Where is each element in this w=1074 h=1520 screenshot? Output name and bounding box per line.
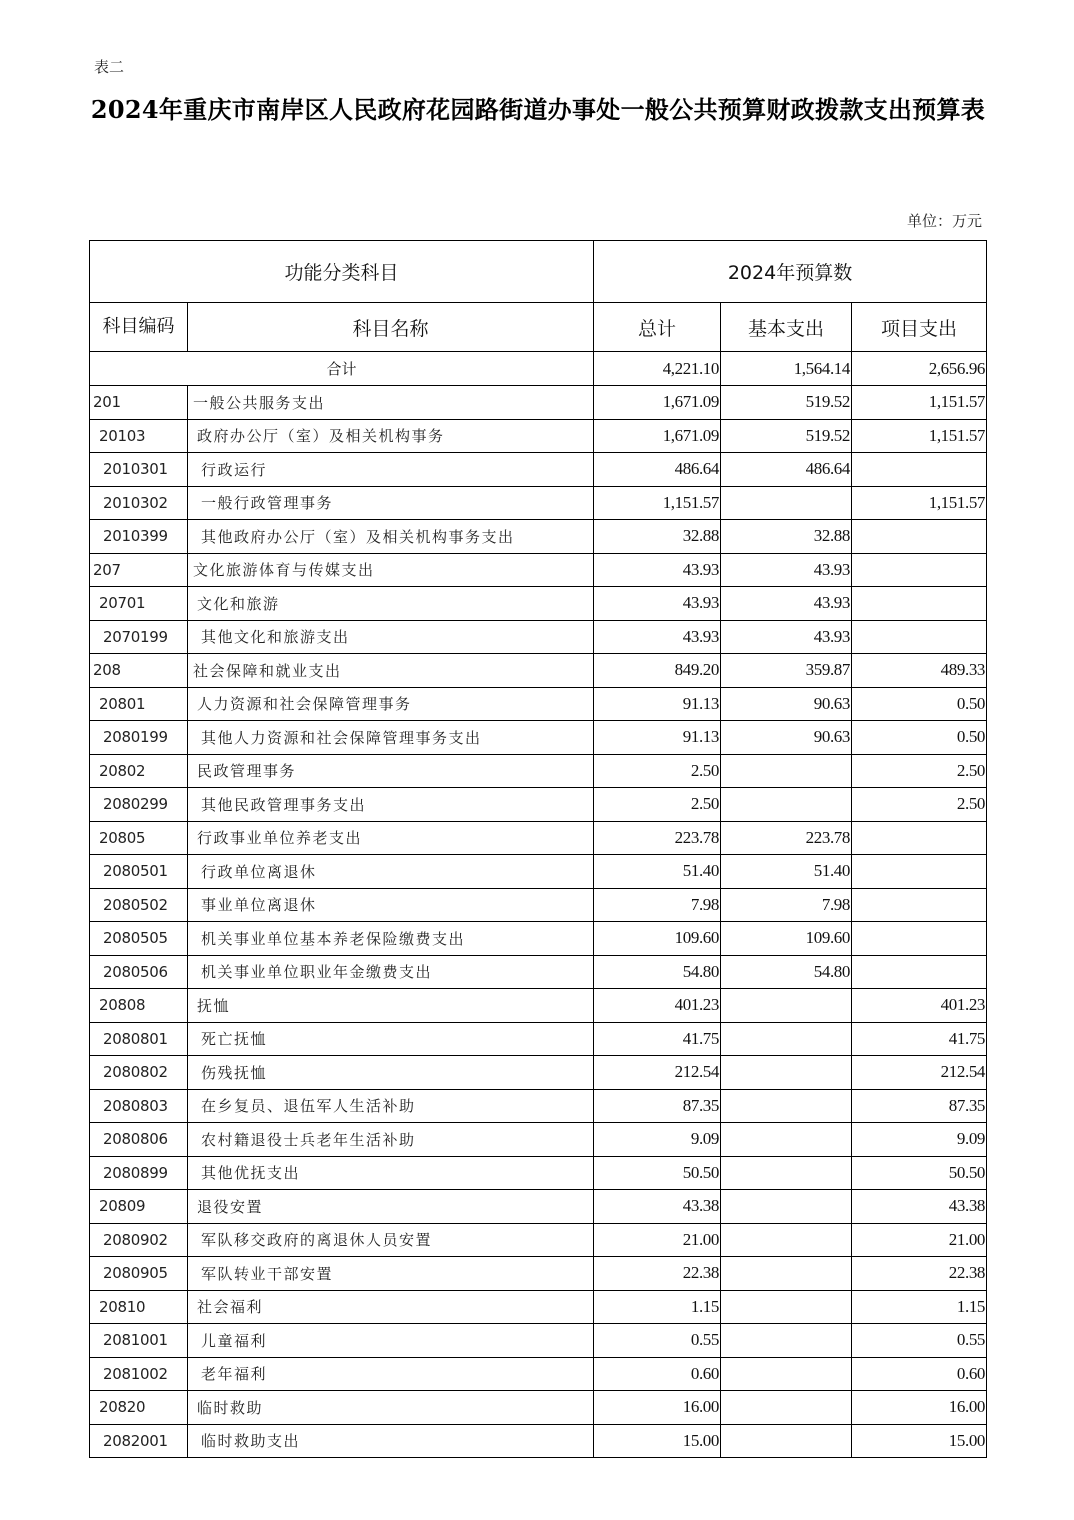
row-basic xyxy=(721,1357,852,1391)
row-total: 32.88 xyxy=(594,520,721,554)
row-name: 民政管理事务 xyxy=(188,754,594,788)
row-basic: 109.60 xyxy=(721,922,852,956)
row-project: 212.54 xyxy=(852,1056,987,1090)
table-row xyxy=(90,520,987,554)
row-project xyxy=(852,587,987,621)
row-name: 机关事业单位基本养老保险缴费支出 xyxy=(188,922,594,956)
row-name: 军队转业干部安置 xyxy=(188,1257,594,1291)
row-basic: 359.87 xyxy=(721,654,852,688)
row-total: 0.60 xyxy=(594,1357,721,1391)
row-basic xyxy=(721,754,852,788)
header-column-row xyxy=(90,303,987,352)
row-basic: 486.64 xyxy=(721,453,852,487)
row-name: 其他文化和旅游支出 xyxy=(188,620,594,654)
row-name: 临时救助 xyxy=(188,1391,594,1425)
row-code: 20802 xyxy=(90,754,188,788)
row-total: 7.98 xyxy=(594,888,721,922)
row-name: 行政运行 xyxy=(188,453,594,487)
row-project: 1,151.57 xyxy=(852,419,987,453)
row-project: 2.50 xyxy=(852,788,987,822)
row-project: 50.50 xyxy=(852,1156,987,1190)
row-total: 223.78 xyxy=(594,821,721,855)
row-basic xyxy=(721,1156,852,1190)
table-row xyxy=(90,1223,987,1257)
row-basic xyxy=(721,1257,852,1291)
row-name: 文化和旅游 xyxy=(188,587,594,621)
row-total: 2.50 xyxy=(594,788,721,822)
row-code: 2010301 xyxy=(90,453,188,487)
row-name: 社会保障和就业支出 xyxy=(188,654,594,688)
row-total: 43.93 xyxy=(594,553,721,587)
row-code: 2070199 xyxy=(90,620,188,654)
row-code: 2080199 xyxy=(90,721,188,755)
row-project xyxy=(852,922,987,956)
table-row xyxy=(90,654,987,688)
row-basic: 43.93 xyxy=(721,587,852,621)
table-row xyxy=(90,1089,987,1123)
header-total: 总计 xyxy=(594,303,721,352)
row-basic xyxy=(721,1391,852,1425)
total-basic: 1,564.14 xyxy=(721,352,852,386)
row-total: 91.13 xyxy=(594,687,721,721)
total-row xyxy=(90,352,987,386)
row-project xyxy=(852,855,987,889)
row-basic: 51.40 xyxy=(721,855,852,889)
row-code: 2081002 xyxy=(90,1357,188,1391)
row-total: 212.54 xyxy=(594,1056,721,1090)
table-row xyxy=(90,989,987,1023)
row-basic xyxy=(721,1223,852,1257)
row-code: 2082001 xyxy=(90,1424,188,1458)
sheet-label: 表二 xyxy=(94,58,125,76)
row-project: 401.23 xyxy=(852,989,987,1023)
total-project: 2,656.96 xyxy=(852,352,987,386)
row-total: 87.35 xyxy=(594,1089,721,1123)
row-name: 在乡复员、退伍军人生活补助 xyxy=(188,1089,594,1123)
row-name: 其他政府办公厅（室）及相关机构事务支出 xyxy=(188,520,594,554)
row-name: 事业单位离退休 xyxy=(188,888,594,922)
row-code: 2080501 xyxy=(90,855,188,889)
row-code: 2010302 xyxy=(90,486,188,520)
row-total: 486.64 xyxy=(594,453,721,487)
row-basic xyxy=(721,1022,852,1056)
table-row xyxy=(90,1123,987,1157)
table-row xyxy=(90,1190,987,1224)
table-row xyxy=(90,553,987,587)
row-basic: 32.88 xyxy=(721,520,852,554)
row-total: 43.93 xyxy=(594,587,721,621)
header-code: 科目编码 xyxy=(90,303,188,352)
row-total: 50.50 xyxy=(594,1156,721,1190)
row-project: 489.33 xyxy=(852,654,987,688)
row-project: 0.55 xyxy=(852,1324,987,1358)
table-row xyxy=(90,754,987,788)
header-functional-category: 功能分类科目 xyxy=(90,241,594,303)
row-project: 1,151.57 xyxy=(852,386,987,420)
row-code: 20103 xyxy=(90,419,188,453)
row-name: 一般行政管理事务 xyxy=(188,486,594,520)
row-code: 20805 xyxy=(90,821,188,855)
row-project: 0.60 xyxy=(852,1357,987,1391)
row-name: 人力资源和社会保障管理事务 xyxy=(188,687,594,721)
row-total: 849.20 xyxy=(594,654,721,688)
table-row xyxy=(90,721,987,755)
row-total: 109.60 xyxy=(594,922,721,956)
row-name: 文化旅游体育与传媒支出 xyxy=(188,553,594,587)
row-basic: 7.98 xyxy=(721,888,852,922)
row-total: 51.40 xyxy=(594,855,721,889)
row-name: 儿童福利 xyxy=(188,1324,594,1358)
row-code: 2080802 xyxy=(90,1056,188,1090)
table-row xyxy=(90,687,987,721)
row-basic xyxy=(721,1424,852,1458)
row-code: 2080806 xyxy=(90,1123,188,1157)
table-row xyxy=(90,386,987,420)
row-code: 201 xyxy=(90,386,188,420)
row-project: 9.09 xyxy=(852,1123,987,1157)
table-row xyxy=(90,1324,987,1358)
table-row xyxy=(90,888,987,922)
table-row xyxy=(90,1056,987,1090)
table-row xyxy=(90,587,987,621)
row-project: 87.35 xyxy=(852,1089,987,1123)
row-total: 15.00 xyxy=(594,1424,721,1458)
budget-table xyxy=(89,240,987,1458)
table-row xyxy=(90,788,987,822)
row-name: 行政单位离退休 xyxy=(188,855,594,889)
table-row xyxy=(90,922,987,956)
header-name: 科目名称 xyxy=(188,303,594,352)
row-project: 15.00 xyxy=(852,1424,987,1458)
row-code: 20808 xyxy=(90,989,188,1023)
row-code: 20801 xyxy=(90,687,188,721)
row-project: 21.00 xyxy=(852,1223,987,1257)
row-total: 22.38 xyxy=(594,1257,721,1291)
row-project: 16.00 xyxy=(852,1391,987,1425)
row-total: 1.15 xyxy=(594,1290,721,1324)
row-project xyxy=(852,620,987,654)
row-code: 2080505 xyxy=(90,922,188,956)
table-row xyxy=(90,620,987,654)
row-name: 政府办公厅（室）及相关机构事务 xyxy=(188,419,594,453)
row-code: 2080801 xyxy=(90,1022,188,1056)
row-total: 16.00 xyxy=(594,1391,721,1425)
table-row xyxy=(90,1391,987,1425)
row-basic: 54.80 xyxy=(721,955,852,989)
row-total: 1,671.09 xyxy=(594,419,721,453)
header-budget-2024: 2024年预算数 xyxy=(594,241,987,303)
row-total: 1,671.09 xyxy=(594,386,721,420)
row-code: 20820 xyxy=(90,1391,188,1425)
table-row xyxy=(90,1022,987,1056)
table-row xyxy=(90,1156,987,1190)
row-basic: 90.63 xyxy=(721,721,852,755)
row-code: 2080506 xyxy=(90,955,188,989)
table-row xyxy=(90,1257,987,1291)
row-code: 2081001 xyxy=(90,1324,188,1358)
header-basic: 基本支出 xyxy=(721,303,852,352)
row-project xyxy=(852,955,987,989)
row-name: 退役安置 xyxy=(188,1190,594,1224)
row-total: 91.13 xyxy=(594,721,721,755)
unit-label: 单位：万元 xyxy=(906,212,982,230)
row-total: 43.93 xyxy=(594,620,721,654)
row-total: 1,151.57 xyxy=(594,486,721,520)
row-total: 0.55 xyxy=(594,1324,721,1358)
row-name: 其他人力资源和社会保障管理事务支出 xyxy=(188,721,594,755)
row-basic xyxy=(721,1056,852,1090)
row-name: 老年福利 xyxy=(188,1357,594,1391)
document-title: 2024年重庆市南岸区人民政府花园路街道办事处一般公共预算财政拨款支出预算表 xyxy=(90,95,986,124)
table-row xyxy=(90,486,987,520)
row-project xyxy=(852,453,987,487)
row-project: 2.50 xyxy=(852,754,987,788)
row-total: 2.50 xyxy=(594,754,721,788)
row-code: 207 xyxy=(90,553,188,587)
row-code: 2080502 xyxy=(90,888,188,922)
row-name: 死亡抚恤 xyxy=(188,1022,594,1056)
row-code: 2080299 xyxy=(90,788,188,822)
row-project: 0.50 xyxy=(852,687,987,721)
row-basic xyxy=(721,1324,852,1358)
row-project: 43.38 xyxy=(852,1190,987,1224)
row-project xyxy=(852,520,987,554)
row-basic xyxy=(721,989,852,1023)
row-basic xyxy=(721,486,852,520)
table-row xyxy=(90,1290,987,1324)
row-code: 20809 xyxy=(90,1190,188,1224)
row-code: 2080902 xyxy=(90,1223,188,1257)
table-row xyxy=(90,855,987,889)
row-basic xyxy=(721,1123,852,1157)
row-code: 2010399 xyxy=(90,520,188,554)
table-row xyxy=(90,955,987,989)
row-basic xyxy=(721,1290,852,1324)
row-name: 临时救助支出 xyxy=(188,1424,594,1458)
row-name: 行政事业单位养老支出 xyxy=(188,821,594,855)
row-total: 401.23 xyxy=(594,989,721,1023)
row-total: 41.75 xyxy=(594,1022,721,1056)
row-name: 抚恤 xyxy=(188,989,594,1023)
table-row xyxy=(90,419,987,453)
row-name: 一般公共服务支出 xyxy=(188,386,594,420)
table-row xyxy=(90,453,987,487)
row-total: 21.00 xyxy=(594,1223,721,1257)
table-row xyxy=(90,1424,987,1458)
row-project: 0.50 xyxy=(852,721,987,755)
row-name: 军队移交政府的离退休人员安置 xyxy=(188,1223,594,1257)
row-name: 机关事业单位职业年金缴费支出 xyxy=(188,955,594,989)
row-basic: 43.93 xyxy=(721,620,852,654)
row-project: 1.15 xyxy=(852,1290,987,1324)
table-row xyxy=(90,1357,987,1391)
row-project xyxy=(852,553,987,587)
row-basic: 519.52 xyxy=(721,386,852,420)
row-code: 2080803 xyxy=(90,1089,188,1123)
row-code: 2080899 xyxy=(90,1156,188,1190)
row-project: 22.38 xyxy=(852,1257,987,1291)
row-basic: 43.93 xyxy=(721,553,852,587)
header-project: 项目支出 xyxy=(852,303,987,352)
row-basic xyxy=(721,1089,852,1123)
row-total: 9.09 xyxy=(594,1123,721,1157)
row-project: 1,151.57 xyxy=(852,486,987,520)
row-name: 其他优抚支出 xyxy=(188,1156,594,1190)
row-project xyxy=(852,888,987,922)
table-row xyxy=(90,821,987,855)
row-total: 54.80 xyxy=(594,955,721,989)
row-name: 农村籍退役士兵老年生活补助 xyxy=(188,1123,594,1157)
row-total: 43.38 xyxy=(594,1190,721,1224)
total-total: 4,221.10 xyxy=(594,352,721,386)
row-code: 208 xyxy=(90,654,188,688)
row-code: 20701 xyxy=(90,587,188,621)
row-basic: 90.63 xyxy=(721,687,852,721)
row-project: 41.75 xyxy=(852,1022,987,1056)
row-name: 伤残抚恤 xyxy=(188,1056,594,1090)
row-basic: 519.52 xyxy=(721,419,852,453)
row-basic xyxy=(721,788,852,822)
row-name: 社会福利 xyxy=(188,1290,594,1324)
row-basic xyxy=(721,1190,852,1224)
row-name: 其他民政管理事务支出 xyxy=(188,788,594,822)
header-group-row xyxy=(90,241,987,303)
row-code: 20810 xyxy=(90,1290,188,1324)
row-basic: 223.78 xyxy=(721,821,852,855)
row-project xyxy=(852,821,987,855)
row-code: 2080905 xyxy=(90,1257,188,1291)
total-label: 合计 xyxy=(90,352,594,386)
